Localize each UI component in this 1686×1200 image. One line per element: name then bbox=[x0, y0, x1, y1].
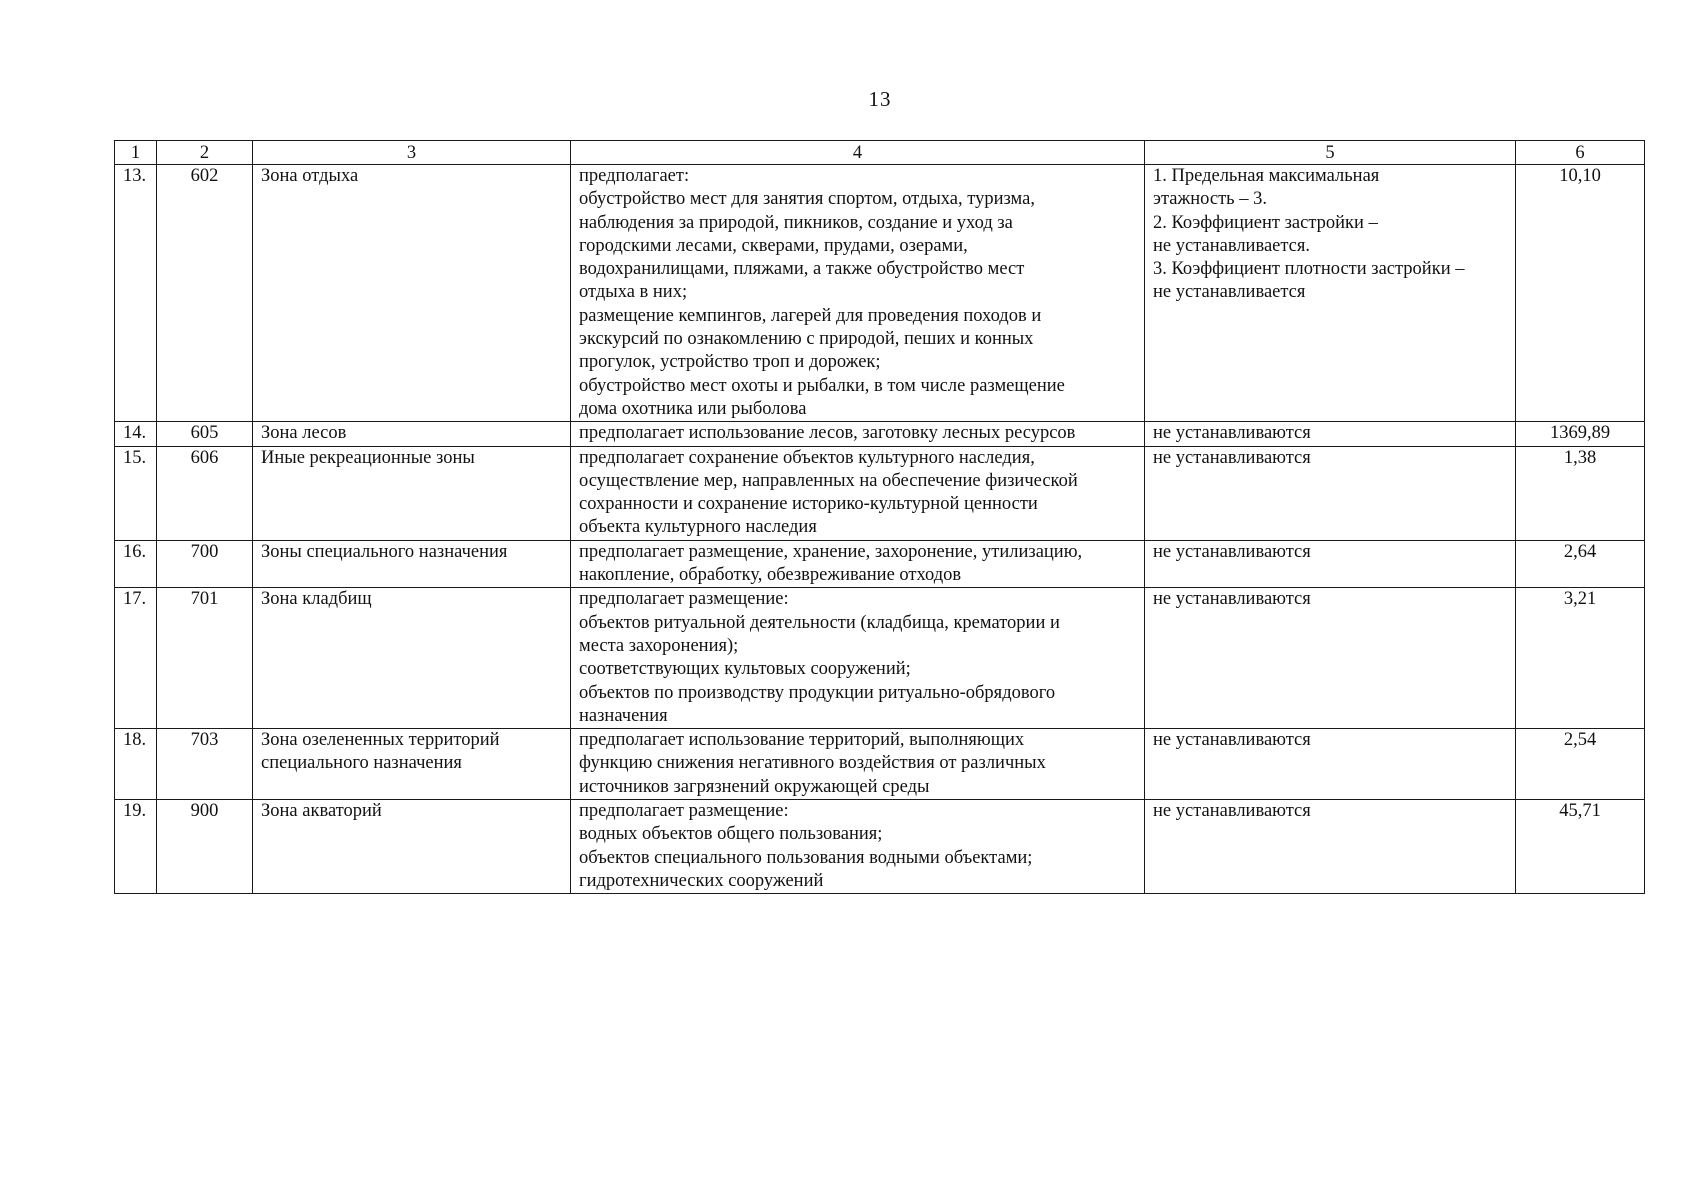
row-number-cell: 15. bbox=[115, 446, 157, 540]
description-line: дома охотника или рыболова bbox=[579, 398, 807, 419]
zone-code-cell: 703 bbox=[157, 729, 253, 800]
zone-name-cell: Зоны специального назначения bbox=[253, 540, 571, 588]
header-col-4: 4 bbox=[571, 141, 1145, 165]
zone-area-cell: 3,21 bbox=[1516, 588, 1645, 729]
description-line: предполагает размещение: bbox=[579, 589, 789, 610]
table-row bbox=[115, 588, 1645, 729]
params-line: не устанавливаются bbox=[1153, 541, 1311, 562]
zone-name-cell bbox=[253, 729, 571, 800]
params-line: не устанавливаются bbox=[1153, 801, 1311, 822]
zone-area-cell: 1,38 bbox=[1516, 446, 1645, 540]
zone-code-cell: 900 bbox=[157, 800, 253, 894]
header-col-1: 1 bbox=[115, 141, 157, 165]
zone-params-cell bbox=[1145, 446, 1516, 540]
description-line: предполагает размещение, хранение, захоронение, утилизацию, bbox=[579, 541, 1083, 562]
row-number-cell: 17. bbox=[115, 588, 157, 729]
description-line: предполагает использование лесов, заготовку лесных ресурсов bbox=[579, 423, 1076, 444]
zone-area-cell: 2,64 bbox=[1516, 540, 1645, 588]
table-row bbox=[115, 165, 1645, 422]
zone-name-cell: Зона лесов bbox=[253, 422, 571, 446]
zone-description-cell bbox=[571, 540, 1145, 588]
zone-description-cell bbox=[571, 165, 1145, 422]
zone-params-cell bbox=[1145, 165, 1516, 422]
description-line: наблюдения за природой, пикников, создание и уход за bbox=[579, 212, 1013, 233]
description-line: сохранности и сохранение историко-культурной ценности bbox=[579, 494, 1038, 515]
description-line: объектов по производству продукции ритуально-обрядового bbox=[579, 682, 1056, 703]
zone-name-cell: Зона кладбищ bbox=[253, 588, 571, 729]
description-line: объекта культурного наследия bbox=[579, 517, 817, 538]
params-line: не устанавливается bbox=[1153, 282, 1306, 303]
params-line: не устанавливается. bbox=[1153, 235, 1311, 256]
params-line: 3. Коэффициент плотности застройки – bbox=[1153, 259, 1465, 280]
params-line: не устанавливаются bbox=[1153, 423, 1311, 444]
description-line: предполагает использование территорий, выполняющих bbox=[579, 730, 1025, 751]
table-row bbox=[115, 800, 1645, 894]
description-line: предполагает размещение: bbox=[579, 801, 789, 822]
zone-params-cell bbox=[1145, 729, 1516, 800]
header-col-3: 3 bbox=[253, 141, 571, 165]
table-row bbox=[115, 446, 1645, 540]
description-line: водохранилищами, пляжами, а также обустройство мест bbox=[579, 259, 1025, 280]
description-line: городскими лесами, скверами, прудами, озерами, bbox=[579, 235, 968, 256]
zone-name-cell: Зона акваторий bbox=[253, 800, 571, 894]
table-header-row bbox=[115, 141, 1645, 165]
header-col-5: 5 bbox=[1145, 141, 1516, 165]
zone-description-cell bbox=[571, 446, 1145, 540]
zone-code-cell: 606 bbox=[157, 446, 253, 540]
zone-code-cell: 701 bbox=[157, 588, 253, 729]
params-line: этажность – 3. bbox=[1153, 189, 1267, 210]
description-line: объектов ритуальной деятельности (кладбища, крематории и bbox=[579, 612, 1060, 633]
description-line: соответствующих культовых сооружений; bbox=[579, 659, 911, 680]
zone-area-cell: 1369,89 bbox=[1516, 422, 1645, 446]
description-line: обустройство мест охоты и рыбалки, в том числе размещение bbox=[579, 375, 1065, 396]
description-line: водных объектов общего пользования; bbox=[579, 824, 883, 845]
zone-description-cell bbox=[571, 588, 1145, 729]
row-number-cell: 16. bbox=[115, 540, 157, 588]
zone-params-cell bbox=[1145, 422, 1516, 446]
description-line: экскурсий по ознакомлению с природой, пеших и конных bbox=[579, 329, 1034, 350]
description-line: назначения bbox=[579, 705, 668, 726]
description-line: предполагает: bbox=[579, 166, 690, 186]
zone-name-line: Зона озелененных территорий bbox=[261, 730, 500, 751]
params-line: не устанавливаются bbox=[1153, 447, 1311, 468]
zone-params-cell bbox=[1145, 800, 1516, 894]
description-line: прогулок, устройство троп и дорожек; bbox=[579, 352, 881, 373]
params-line: не устанавливаются bbox=[1153, 589, 1311, 610]
zone-area-cell: 45,71 bbox=[1516, 800, 1645, 894]
header-col-6: 6 bbox=[1516, 141, 1645, 165]
row-number-cell: 14. bbox=[115, 422, 157, 446]
row-number-cell: 13. bbox=[115, 165, 157, 422]
zone-description-cell bbox=[571, 800, 1145, 894]
params-line: не устанавливаются bbox=[1153, 730, 1311, 751]
zone-name-cell: Иные рекреационные зоны bbox=[253, 446, 571, 540]
row-number-cell: 19. bbox=[115, 800, 157, 894]
description-line: обустройство мест для занятия спортом, отдыха, туризма, bbox=[579, 189, 1035, 210]
zone-code-cell: 602 bbox=[157, 165, 253, 422]
params-line: 1. Предельная максимальная bbox=[1153, 166, 1380, 186]
header-col-2: 2 bbox=[157, 141, 253, 165]
description-line: осуществление мер, направленных на обеспечение физической bbox=[579, 470, 1078, 491]
zone-area-cell: 10,10 bbox=[1516, 165, 1645, 422]
zone-description-cell bbox=[571, 729, 1145, 800]
zone-code-cell: 605 bbox=[157, 422, 253, 446]
description-line: размещение кемпингов, лагерей для проведения походов и bbox=[579, 305, 1042, 326]
description-line: накопление, обработку, обезвреживание отходов bbox=[579, 565, 962, 586]
description-line: функцию снижения негативного воздействия от различных bbox=[579, 753, 1046, 774]
description-line: гидротехнических сооружений bbox=[579, 870, 824, 891]
description-line: объектов специального пользования водными объектами; bbox=[579, 847, 1033, 868]
zone-params-cell bbox=[1145, 588, 1516, 729]
table-row bbox=[115, 540, 1645, 588]
zone-code-cell: 700 bbox=[157, 540, 253, 588]
zone-description-cell bbox=[571, 422, 1145, 446]
zone-area-cell: 2,54 bbox=[1516, 729, 1645, 800]
zone-name-cell: Зона отдыха bbox=[253, 165, 571, 422]
description-line: отдыха в них; bbox=[579, 282, 688, 303]
description-line: места захоронения); bbox=[579, 635, 739, 656]
page-number: 13 bbox=[868, 87, 892, 111]
zone-params-cell bbox=[1145, 540, 1516, 588]
table-row bbox=[115, 422, 1645, 446]
row-number-cell: 18. bbox=[115, 729, 157, 800]
zone-name-line: специального назначения bbox=[261, 753, 462, 774]
description-line: предполагает сохранение объектов культурного наследия, bbox=[579, 447, 1035, 468]
table-row bbox=[115, 729, 1645, 800]
params-line: 2. Коэффициент застройки – bbox=[1153, 212, 1378, 233]
zones-table bbox=[114, 140, 1645, 894]
description-line: источников загрязнений окружающей среды bbox=[579, 776, 930, 797]
